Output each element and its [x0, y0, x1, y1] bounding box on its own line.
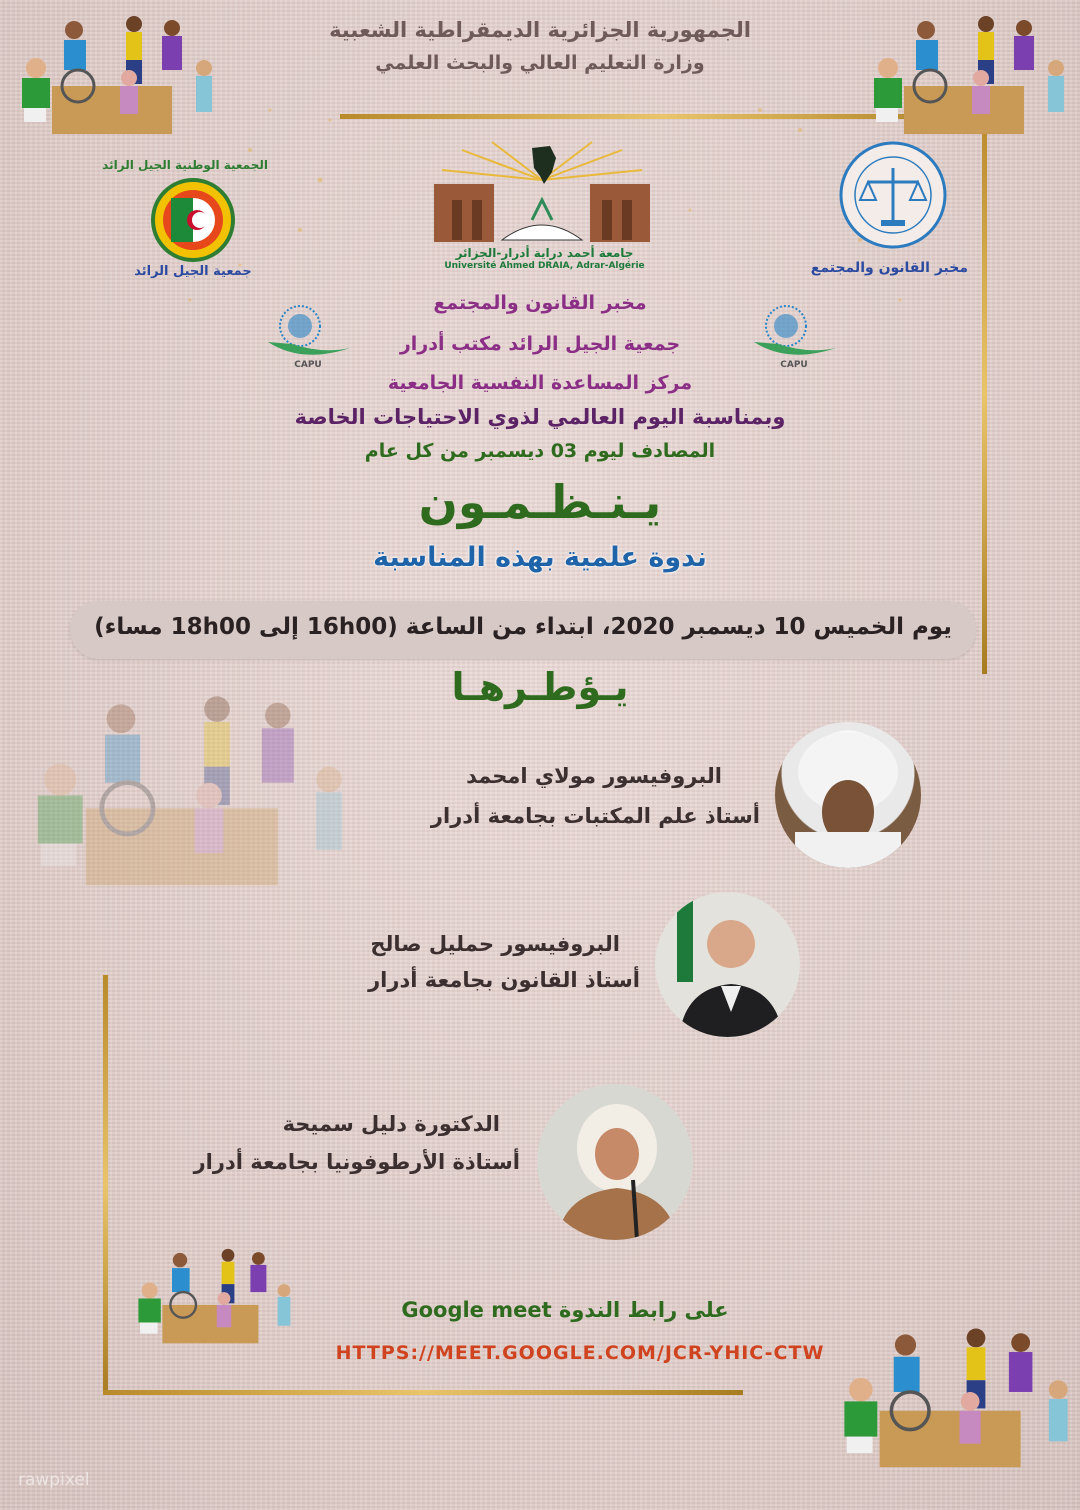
- university-name-ar: جامعة أحمد دراية أدرار-الجزائر: [455, 246, 634, 260]
- speaker-3-photo: [537, 1084, 693, 1240]
- organizer-center: مركز المساعدة النفسية الجامعية: [387, 372, 693, 394]
- person-avatar-icon: [775, 722, 921, 868]
- person-avatar-icon: [655, 892, 800, 1037]
- gold-frame-bottom: [103, 1390, 743, 1395]
- gold-frame-left: [103, 975, 108, 1395]
- ministry-heading: وزارة التعليم العالي والبحث العلمي: [375, 52, 705, 74]
- date-line: المصادف ليوم 03 ديسمبر من كل عام: [364, 440, 716, 462]
- occasion-line: وبمناسبة اليوم العالمي لذوي الاحتياجات الخاصة: [294, 405, 786, 429]
- moderators-heading: يـؤطـرهـا: [451, 665, 629, 709]
- university-name-fr: Université Ahmed DRAIA, Adrar-Algérie: [444, 261, 645, 271]
- speaker-2-title: أستاذ القانون بجامعة أدرار: [368, 968, 640, 992]
- justice-scale-icon: [836, 138, 950, 252]
- speaker-1-name: البروفيسور مولاي امحمد: [466, 764, 722, 788]
- speaker-1-photo: [775, 722, 921, 868]
- people-illustration-faded-icon: [25, 680, 345, 895]
- speaker-2-name: البروفيسور حمليل صالح: [370, 932, 620, 956]
- capu-logo-right: [748, 298, 840, 376]
- university-building-icon: [422, 140, 662, 250]
- capu-label-left: CAPU: [294, 360, 322, 370]
- people-illustration-icon: [835, 1318, 1070, 1473]
- people-illustration-icon: [132, 1242, 292, 1347]
- people-illustration-icon: [14, 8, 214, 138]
- lab-logo: [810, 138, 968, 283]
- university-logo: [412, 140, 677, 275]
- people-illustration-icon: [866, 8, 1066, 138]
- organizer-association: جمعية الجيل الرائد مكتب أدرار: [399, 333, 681, 355]
- association-arc-text: الجمعية الوطنية الجيل الرائد: [102, 158, 268, 172]
- speaker-1-title: أستاذ علم المكتبات بجامعة أدرار: [430, 804, 760, 828]
- speaker-3-title: أستاذة الأرطوفونيا بجامعة أدرار: [193, 1150, 520, 1174]
- organizer-lab: مخبر القانون والمجتمع: [433, 292, 647, 314]
- hand-globe-icon: [748, 298, 840, 362]
- schedule-text: يوم الخميس 10 ديسمبر 2020، ابتداء من الساعة (16h00 إلى 18h00 مساء): [94, 614, 952, 640]
- lab-caption: مخبر القانون والمجتمع: [810, 260, 968, 276]
- organize-heading: يـنـظـمـون: [418, 475, 662, 529]
- seminar-heading: ندوة علمية بهذه المناسبة: [373, 542, 707, 573]
- capu-label-right: CAPU: [780, 360, 808, 370]
- meet-label: على رابط الندوة Google meet: [401, 1298, 729, 1322]
- rawpixel-watermark: rawpixel: [18, 1470, 90, 1490]
- association-caption: جمعية الجيل الرائد: [134, 264, 252, 279]
- person-avatar-icon: [537, 1084, 693, 1240]
- speaker-2-photo: [655, 892, 800, 1037]
- gold-frame-right: [982, 114, 987, 674]
- republic-heading: الجمهورية الجزائرية الديمقراطية الشعبية: [329, 18, 751, 42]
- association-logo: [102, 158, 268, 286]
- algeria-emblem-icon: [143, 170, 243, 270]
- speaker-3-name: الدكتورة دليل سميحة: [282, 1112, 500, 1136]
- meet-link[interactable]: HTTPS://MEET.GOOGLE.COM/JCR-YHIC-CTW: [335, 1342, 825, 1364]
